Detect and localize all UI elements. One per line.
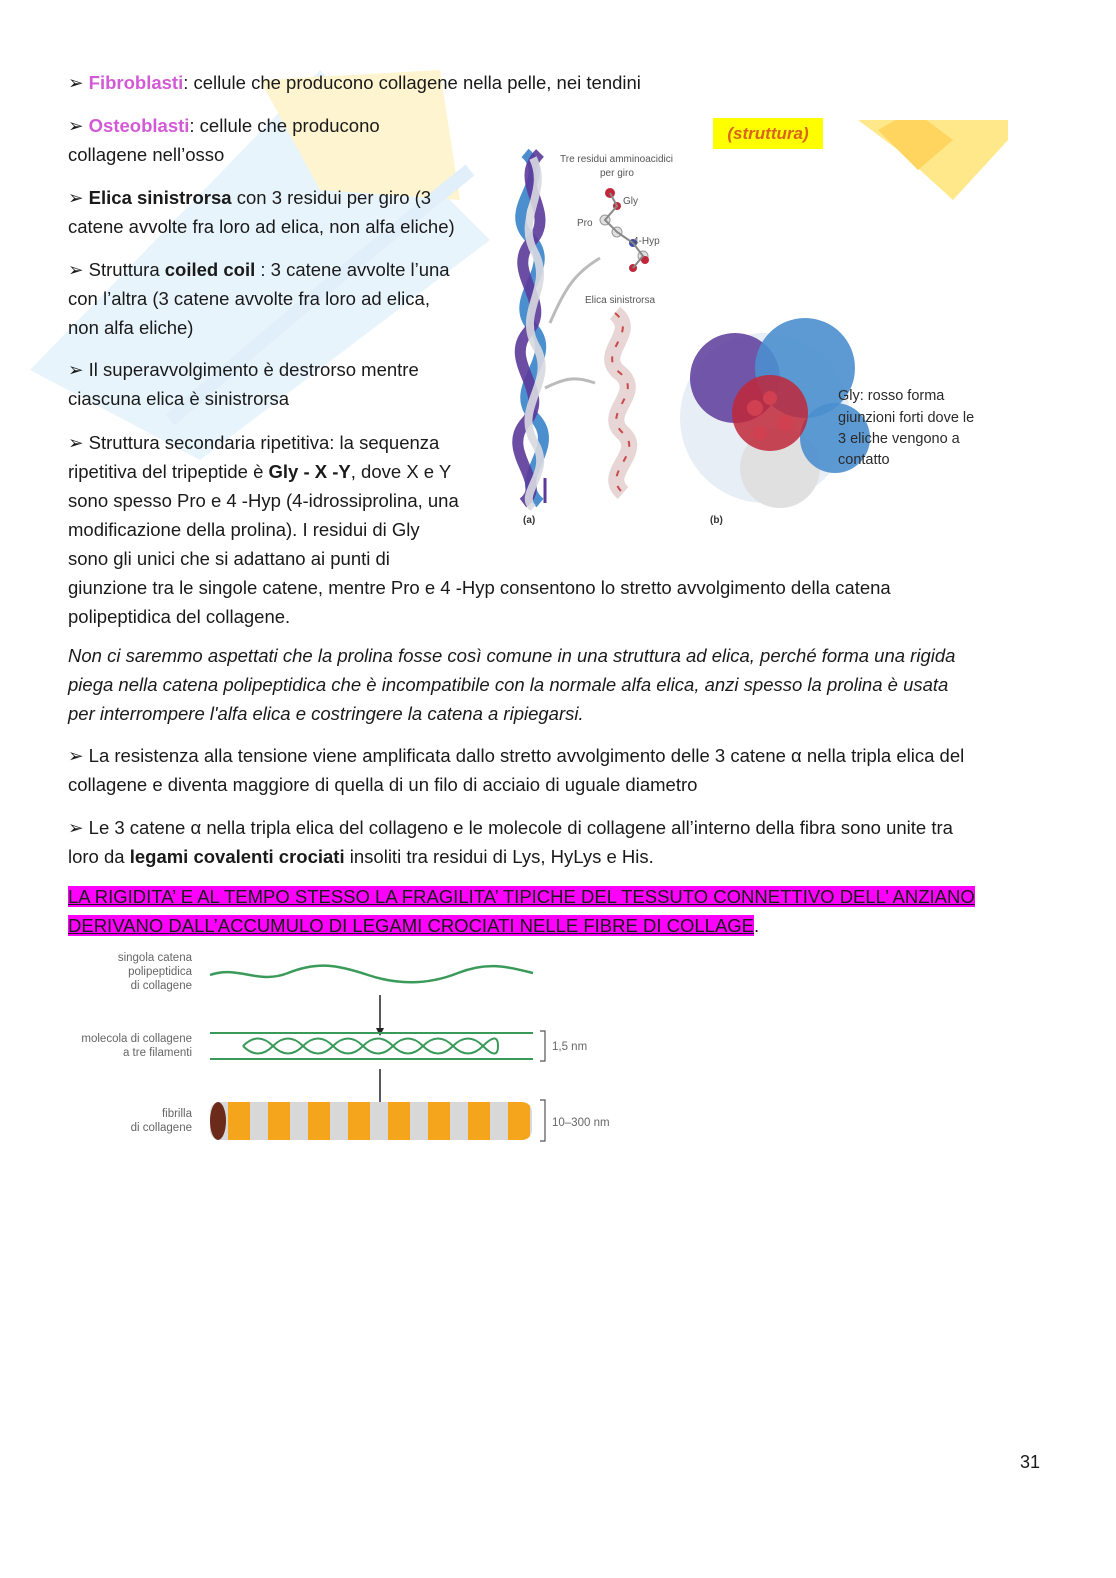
bullet-coiled-coil: ➢ Struttura coiled coil : 3 catene avvolte l’una con l’altra (3 catene avvolte fra loro ad elica, non alfa eliche) (68, 259, 450, 338)
paragraph-line: Non ci saremmo aspettati che la prolina fosse così comune in una struttura ad elica, perché forma una rigida (68, 645, 956, 666)
panel-a-label: (a) (523, 515, 536, 526)
dim-1-5nm: 1,5 nm (552, 1041, 588, 1053)
dim-10-300nm: 10–300 nm (552, 1117, 610, 1129)
label-hyp: 4-Hyp (633, 236, 660, 247)
bullet-text: con l’altra (3 catene avvolte fra loro ad elica, (68, 288, 430, 309)
label-fibrilla: fibrilla (161, 1108, 192, 1120)
label-gly: Gly (623, 196, 638, 207)
collagen-structure-figure (505, 148, 1015, 533)
bullet-text: Struttura secondaria ripetitiva: la sequenza (88, 432, 440, 453)
gly-caption-line4: contatto (838, 452, 890, 468)
term-fibroblasti: Fibroblasti (88, 72, 184, 93)
bullet-text: ciascuna elica è sinistrorsa (68, 388, 290, 409)
bullet-text: Il superavvolgimento è destrorso mentre (88, 359, 419, 380)
collagen-hierarchy-figure (68, 945, 668, 1160)
label-elica-sinistrorsa: Elica sinistrorsa (585, 295, 656, 306)
label-polipeptidica: polipeptidica (128, 966, 192, 978)
struttura-tag: (struttura) (713, 118, 823, 149)
bullet-text: giunzione tra le singole catene, mentre Pro e 4 -Hyp consentono lo stretto avvolgimento della catena (68, 577, 891, 598)
bullet-resistenza: ➢ La resistenza alla tensione viene amplificata dallo stretto avvolgimento delle 3 catene α nella tripla elica del collagene e diventa maggiore di quella di un filo di acciaio di uguale diametro (68, 745, 965, 795)
highlighted-statement (68, 882, 975, 940)
bullet-text: : cellule che producono collagene nella pelle, nei tendini (183, 72, 641, 93)
fibril-bar (210, 1102, 532, 1140)
bullet-text: catene avvolte fra loro ad elica, non alfa eliche) (68, 216, 455, 237)
fibril-end (210, 1102, 226, 1140)
bullet-text: loro da (68, 846, 130, 867)
bullet-text: collagene nell’osso (68, 144, 225, 165)
dim-bracket-icon (540, 1100, 545, 1141)
panel-b-label: (b) (710, 515, 723, 526)
bullet-text: modificazione della prolina). I residui di Gly (68, 519, 420, 540)
highlight-end: . (754, 915, 760, 936)
bullet-struttura-secondaria: ➢ Struttura secondaria ripetitiva: la sequenza ripetitiva del tripeptide è Gly - X -Y, dove X e Y sono spesso Pro e 4 -Hyp (4-idrossiprolina, una modificazione della prolina). I residui di Gly sono gli unici che si adattano ai punti di giunzione tra le singole catene, mentre Pro e 4 -Hyp consentono lo stretto avvolgimento della catena polipeptidica del collagene. (68, 432, 891, 627)
bullet-text: : 3 catene avvolte l’una (255, 259, 450, 280)
gly-caption-line3: 3 eliche vengono a (838, 431, 960, 447)
bullet-superavvolgimento: ➢ Il superavvolgimento è destrorso mentre ciascuna elica è sinistrorsa (68, 359, 419, 409)
bullet-legami-crociati: ➢ Le 3 catene α nella tripla elica del collageno e le molecole di collagene all’interno della fibra sono unite tra loro da legami covalenti crociati insoliti tra residui di Lys, HyLys e His. (68, 817, 953, 867)
bullet-text: Struttura (88, 259, 165, 280)
dim-bracket-icon (540, 1031, 545, 1061)
triple-helix-image (518, 153, 545, 508)
page-number: 31 (1020, 1452, 1041, 1472)
bold-term: legami covalenti crociati (129, 846, 345, 867)
bullet-text: : cellule che producono (189, 115, 380, 136)
bullet-elica-sinistrorsa: ➢ Elica sinistrorsa con 3 residui per giro (3 catene avvolte fra loro ad elica, non alfa eliche) (68, 187, 455, 237)
highlight-line: LA RIGIDITA’ E AL TEMPO STESSO LA FRAGILITA’ TIPICHE DEL TESSUTO CONNETTIVO DELL’ ANZIANO (68, 886, 975, 907)
bullet-text: sono gli unici che si adattano ai punti di (68, 548, 390, 569)
paragraph-line: piega nella catena polipeptidica che è incompatibile con la normale alfa elica, anzi spesso la prolina è usata (68, 674, 949, 695)
bold-term: Elica sinistrorsa (88, 187, 232, 208)
label-di-collagene: di collagene (130, 980, 192, 992)
single-chain-line (210, 966, 533, 983)
bullet-text: con 3 residui per giro (3 (231, 187, 432, 208)
single-helix-ribbon (612, 313, 629, 493)
bullet-text: insoliti tra residui di Lys, HyLys e His. (344, 846, 654, 867)
arrow-icon (545, 379, 595, 388)
label-pro: Pro (577, 218, 593, 229)
bullet-text: , dove X e Y (350, 461, 452, 482)
gly-caption-line1: Gly: rosso forma (838, 388, 945, 404)
paragraph-line: per interrompere l'alfa elica e costringere la catena a ripiegarsi. (68, 703, 584, 724)
italic-paragraph (68, 641, 955, 728)
highlight-line: DERIVANO DALL’ACCUMULO DI LEGAMI CROCIATI NELLE FIBRE DI COLLAGE (68, 915, 755, 936)
arrow-icon (550, 258, 600, 323)
term-osteoblasti: Osteoblasti (88, 115, 190, 136)
bold-term: coiled coil (164, 259, 256, 280)
label-singola-catena: singola catena (117, 952, 192, 964)
bullet-text: sono spesso Pro e 4 -Hyp (4-idrossiprolina, una (68, 490, 459, 511)
bullet-text: polipeptidica del collagene. (68, 606, 291, 627)
bold-term: Gly - X -Y (268, 461, 351, 482)
bullet-fibroblasti: ➢ Fibroblasti: cellule che producono collagene nella pelle, nei tendini (68, 72, 641, 93)
gly-caption-line2: giunzioni forti dove le (838, 410, 975, 426)
bullet-text: non alfa eliche) (68, 317, 194, 338)
label-molecola: molecola di collagene (81, 1033, 192, 1045)
bullet-text: La resistenza alla tensione viene amplificata dallo stretto avvolgimento delle 3 catene α nella tripla elica del (88, 745, 965, 766)
label-per-giro: per giro (600, 168, 634, 179)
bullet-text: collagene e diventa maggiore di quella di un filo di acciaio di uguale diametro (68, 774, 698, 795)
triple-strand-molecule (210, 1033, 533, 1059)
bullet-text: ripetitiva del tripeptide è (68, 461, 269, 482)
label-tre-residui: Tre residui amminoacidici (560, 154, 673, 165)
bullet-osteoblasti: ➢ Osteoblasti: cellule che producono collagene nell’osso (68, 115, 380, 165)
label-tre-filamenti: a tre filamenti (122, 1047, 192, 1059)
bullet-text: Le 3 catene α nella tripla elica del collageno e le molecole di collagene all’interno della fibra sono unite tra (88, 817, 953, 838)
label-fibrilla-collagene: di collagene (130, 1122, 192, 1134)
